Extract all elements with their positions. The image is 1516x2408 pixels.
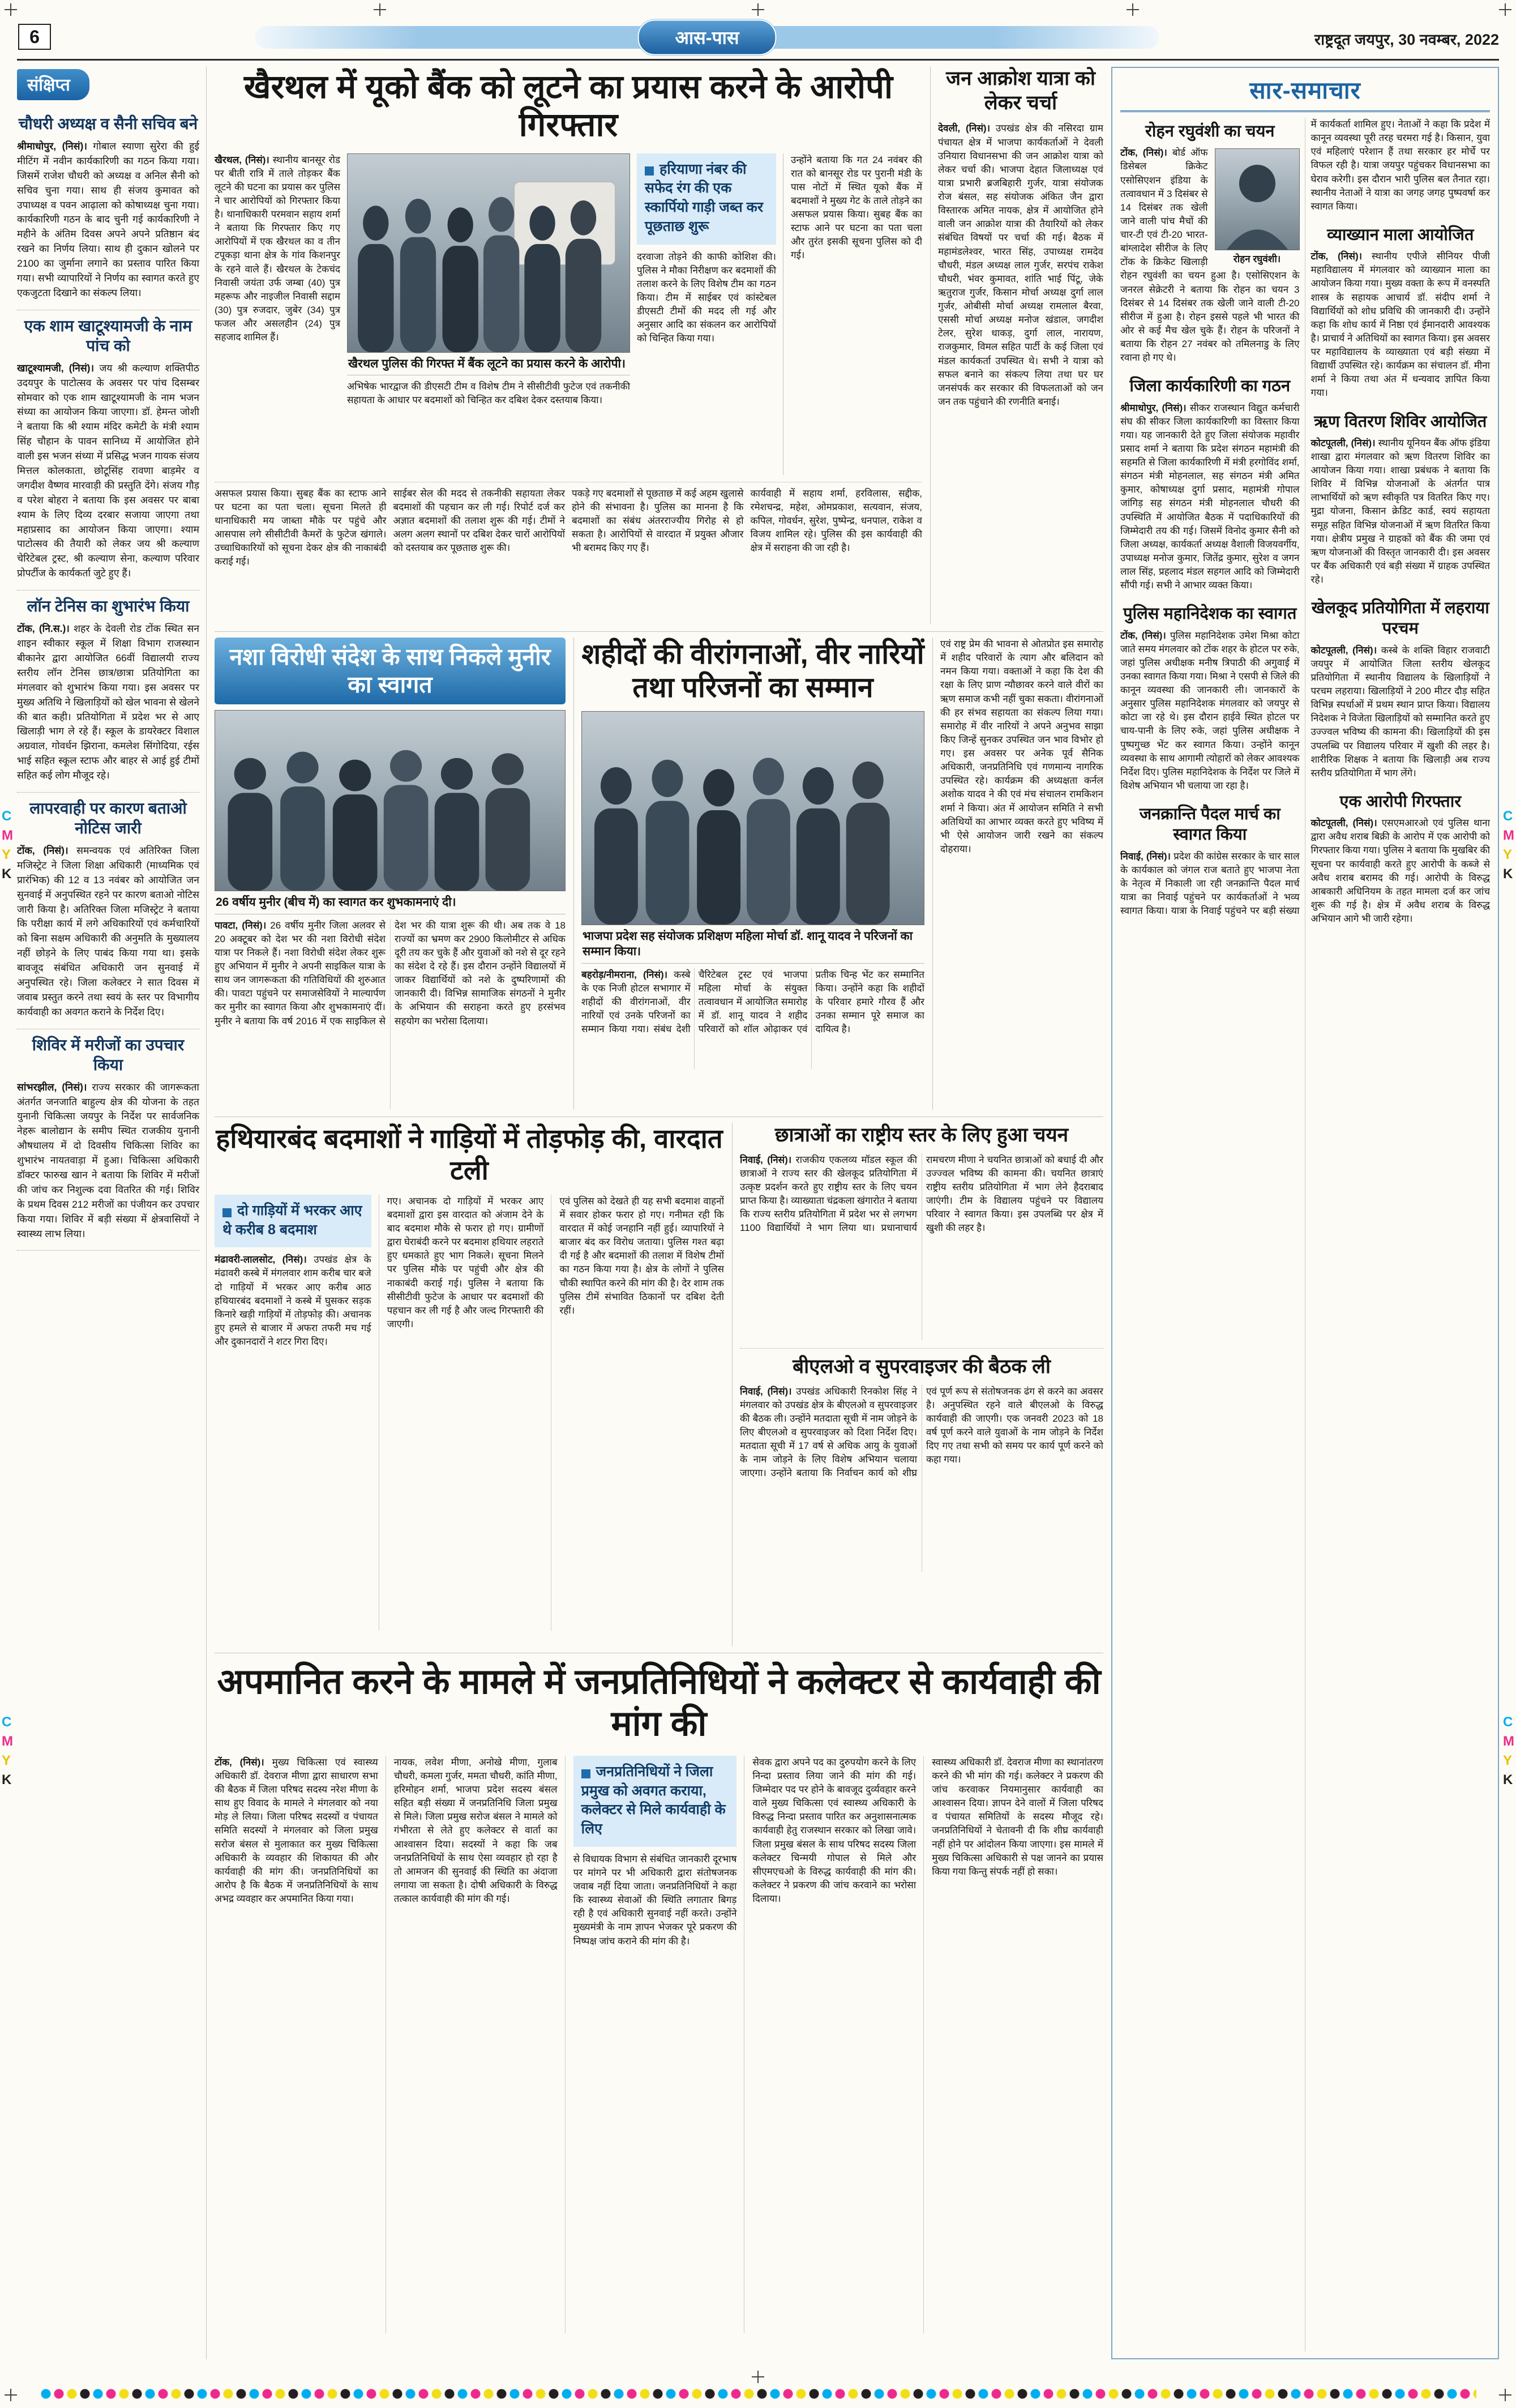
page-number: 6 [18,24,51,50]
lead-headline: अपमानित करने के मामले में जनप्रतिनिधियों ने कलेक्टर से कार्यवाही की मांग की [217,1662,1101,1744]
dateline: बहरोड़/नीमराना, (निसं)। [581,969,668,980]
bank-robbery-article [215,67,922,625]
article-body: राजकीय एकलव्य मॉडल स्कूल की छात्राओं ने राज्य स्तर की खेलकूद प्रतियोगिता में उत्कृष्ट प्रदर्शन करते हुए राष्ट्रीय स्तर के लिए चयन प्राप्त किया है। व्याख्याता चंद्रकला खंगारोत ने बताया कि राज्य स्तरीय प्रतियोगिता में प्रदेश भर से लगभग 1100 विद्यार्थियों ने भाग लिया था। प्रधानाचार्य रामचरण मीणा ने चयनित छात्राओं को बधाई दी और उज्ज्वल भविष्य की कामना की। चयनित छात्राएं राष्ट्रीय स्तरीय प्रतियोगिता में भाग लेने हैदराबाद जाएंगी। टीम के विद्यालय पहुंचने पर विद्यालय परिवार ने स्वागत किया। इस उपलब्धि पर क्षेत्र में खुशी की लहर है। [740,1154,1103,1234]
sar-article [1120,376,1300,592]
nasha-virodhi-article [215,638,566,1110]
highlight-text: दो गाड़ियों में भरकर आए थे करीब 8 बदमाश [222,1202,362,1238]
photo-caption: रोहन रघुवंशी। [1233,254,1281,265]
article-body: स्थानीय यूनियन बैंक ऑफ इंडिया शाखा द्वारा मंगलवार को ऋण वितरण शिविर का आयोजन किया गया। शाखा प्रबंधक ने बताया कि शिविर में विभिन्न योजनाओं के अंतर्गत पात्र लाभार्थियों को ऋण स्वीकृति पत्र वितरित किए गए। मुद्रा योजना, किसान क्रेडिट कार्ड, स्वयं सहायता समूह सहित विभिन्न योजनाओं में ऋण वितरित किया गया। क्षेत्रीय प्रमुख ने ग्राहकों को बैंक की जमा एवं ऋण योजनाओं की विस्तृत जानकारी दी। इस अवसर पर बैंक अधिकारी एवं बड़ी संख्या में ग्राहक उपस्थित रहे। [1311,437,1490,585]
cmyk-y: Y [2,847,11,862]
article-title: जनक्रान्ति पैदल मार्च का स्वागत किया [1139,805,1281,844]
article-body: से विधायक विभाग से संबंधित जानकारी दूरभाष पर मांगने पर भी अधिकारी द्वारा संतोषजनक जवाब नहीं दिया जाता। जनप्रतिनिधियों ने कहा कि स्वास्थ्य सेवाओं की स्थिति लगातार बिगड़ रही है एवं अधिकारी सुनवाई नहीं करते। उन्होंने मुख्यमंत्री के नाम ज्ञापन भेजकर पूरे प्रकरण की निष्पक्ष जांच कराने की मांग की है। [573,1853,737,1947]
highlight-text: जनप्रतिनिधियों ने जिला प्रमुख को अवगत कराया, कलेक्टर से मिले कार्यवाही के लिए [581,1763,726,1837]
article-body: उपखंड क्षेत्र की नसिरदा ग्राम पंचायत क्षेत्र में भाजपा कार्यकर्ताओं ने देवली उनियारा विधानसभा की जन आक्रोश यात्रा को लेकर चर्चा की। भाजपा देहात जिलाध्यक्ष एवं यात्रा प्रभारी ब्रजबिहारी गुर्जर, यात्रा संयोजक रोज बंसल, सह संयोजक अंकित जैन द्वारा विस्तारक अमित नायक, क्षेत्र में आयोजित होने वाली जन आक्रोश यात्रा की तैयारियों को लेकर संबंधित विषयों पर चर्चा की गई। बैठक में महामंडलेश्वर, भारत सिंह, उपाध्यक्ष रामदेव चौधरी, मंडल अध्यक्ष लाल गुर्जर, सरपंच राकेश चौधरी, भंवर कुमावत, शांति भाई पिंटू, जेके ऋतुराज गुर्जर, किसान मोर्चा अध्यक्ष दुर्गा लाल गुर्जर, ओबीसी मोर्चा अध्यक्ष रामलाल बैरवा, एससी मोर्चा अध्यक्ष मनोज खंडाल, जगदीश टेलर, सुरेश धाकड़, दुर्गा लाल, नारायण, राजकुमार, विमल सहित पार्टी के कई जिला एवं मंडल कार्यकर्ता उपस्थित थे। सभी ने यात्रा को सफल बनाने का संकल्प लिया तथा घर घर जनसंपर्क कर सरकार की विफलताओं को जन जन तक पहुंचाने की रणनीति बनाई। [938,123,1103,407]
registration-mark [5,3,17,16]
people-silhouette [582,737,924,925]
cmyk-k: K [2,1772,12,1787]
dateline: टोंक, (निसं)। [215,1756,264,1768]
cmyk-print-mark [2,810,13,881]
munir-welcome-photo [215,710,566,891]
dateline: श्रीमाधोपुर, (निसं)। [17,140,87,152]
brief-article [17,793,199,1029]
article-body: एसएमआरओ एवं पुलिस थाना द्वारा अवैध शराब बिक्री के आरोप में एक आरोपी को गिरफ्तार किया गया। पुलिस ने बताया कि मुखबिर की सूचना पर कार्यवाही करते हुए आरोपी के कब्जे से अवैध शराब बरामद की गई। आरोपी के विरुद्ध आबकारी अधिनियम के तहत मामला दर्ज कर जांच शुरू की गई है। क्षेत्र में अवैध शराब के विरुद्ध अभियान आगे भी जारी रहेगा। [1311,818,1490,924]
article-main [581,638,924,1110]
article-title: नशा विरोधी संदेश के साथ निकले मुनीर का स्वागत [215,638,566,704]
cmyk-y: Y [1503,847,1513,862]
photo-block [347,153,630,475]
page-content [17,67,1499,2359]
article-column: कार्यवाही में सहाय शर्मा, हरविलास, सद्दीक, रमेशचन्द्र, महेश, ओमप्रकाश, सत्यवान, संजय, कपिल, गोवर्धन, सुरेश, पुष्पेन्द्र, धनपाल, राकेश व विजय शामिल रहे। पुलिस की इस कार्यवाही की क्षेत्र में सराहना की जा रही है। [750,487,922,554]
cmyk-k: K [1503,866,1513,882]
square-bullet-icon [645,166,654,176]
photo-caption: भाजपा प्रदेश सह संयोजक प्रशिक्षण महिला मोर्चा डॉ. शानू यादव ने परिजनों का सम्मान किया। [581,925,924,964]
dateline: टोंक, (निसं)। [1120,630,1166,641]
print-color-bar [40,2388,1476,2400]
samman-ceremony-photo [581,711,924,925]
registration-mark [374,3,386,16]
article-title: शहीदों की वीरांगनाओं, वीर नारियों तथा परिजनों का सम्मान [581,638,924,703]
dateline: देवली, (निसं)। [938,123,991,134]
brief-article [17,1029,199,1251]
article-column: साईबर सेल की मदद से तकनीकी सहायता लेकर बदमाशों की पहचान कर ली गई। रिपोर्ट दर्ज कर अज्ञात बदमाशों की तलाश शुरू की गई। टीमों ने अलग अलग स्थानों पर दबिश देकर चारों आरोपियों को दस्तयाब कर पूछताछ शुरू की। [393,487,565,554]
article-title: व्याख्यान माला आयोजित [1327,225,1474,244]
blo-baithak-article [740,1348,1103,1572]
article-column: एवं राष्ट्र प्रेम की भावना से ओतप्रोत इस समारोह में शहीद परिवारों के त्याग और बलिदान को नमन किया गया। वक्ताओं ने कहा कि देश की रक्षा के लिए प्राण न्यौछावर करने वाले वीरों का ऋण समाज कभी नहीं चुका सकता। वीरांगनाओं की हर संभव सहायता का संकल्प लिया गया। समारोह में वीर नारियों ने अपने अनुभव साझा किए जिन्हें सुनकर उपस्थित जन भाव विभोर हो गए। इस अवसर पर अनेक पूर्व सैनिक अधिकारी, जनप्रतिनिधि एवं गणमान्य नागरिक उपस्थित रहे। कार्यक्रम की अध्यक्षता कर्नल अशोक यादव ने की एवं मंच संचालन रामकिशन शर्मा ने किया। अंत में आयोजन समिति ने सभी अतिथियों का आभार व्यक्त करते हुए भविष्य में भी ऐसे आयोजन जारी रखने का संकल्प दोहराया। [932,638,1103,1110]
square-bullet-icon [222,1208,232,1217]
registration-mark [1127,3,1139,16]
brief-article [17,310,199,591]
article-column: गए। अचानक दो गाड़ियों में भरकर आए बदमाशों द्वारा इस वारदात को अंजाम देने के बाद बदमाश मौके से फरार हो गए। ग्रामीणों द्वारा घेराबंदी करने पर बदमाश हथियार लहराते हुए धमकाते हुए भाग निकले। सूचना मिलने पर पुलिस मौके पर पहुंची और क्षेत्र की नाकाबंदी कराई गई। पुलिस ने बताया कि सीसीटीवी फुटेज के आधार पर बदमाशों की पहचान कर ली गई है और जल्द गिरफ्तारी की जाएगी। [387,1195,552,1631]
cmyk-c: C [1503,1714,1513,1730]
article-title: लॉन टेनिस का शुभारंभ किया [27,597,190,615]
dateline: मंढावरी-लालसोट, (निसं)। [215,1254,307,1265]
cmyk-c: C [2,1714,12,1730]
article-column: एवं पुलिस को देखते ही यह सभी बदमाश वाहनों में सवार होकर फरार हो गए। गनीमत रही कि वारदात में कोई जनहानि नहीं हुई। व्यापारियों ने बाजार बंद कर विरोध जताया। पुलिस गश्त बढ़ा दी गई है और बदमाशों की तलाश में विशेष टीमों का गठन किया गया है। क्षेत्र के लोगों ने पुलिस चौकी स्थापित करने की मांग की है। देर शाम तक पुलिस टीमें संभावित ठिकानों पर दबिश देती रहीं। [559,1195,724,1316]
brief-article [17,108,199,310]
article-title: एक शाम खाटूश्यामजी के नाम पांच को [24,316,192,354]
dateline: कोटपूतली, (निसं)। [1311,437,1376,448]
brief-article [17,591,199,793]
article-title: जन आक्रोश यात्रा को लेकर चर्चा [946,67,1095,114]
article-body: स्थानीय बानसूर रोड पर बीती रात्रि में ताले तोड़कर बैंक लूटने की घटना का प्रयास कर पुलिस ने चार आरोपियों को गिरफ्तार किया है। थानाधिकारी परमवान सहाय शर्मा ने बताया कि गिरफ्तार किए गए आरोपियों में एक खैरथल का व तीन टपूकड़ा थाना क्षेत्र के गांव किशनपुर के रहने वाले हैं। खैरथल के टेकचंद निवासी जयंता उर्फ जम्बा (40) पुत्र महरूफ और नाइजील निवासी सद्दाम (30) पुत्र रुजदार, जुबेर (34) पुत्र फजल और असलहीन (24) पुत्र सहजाद शामिल हैं। [215,154,340,343]
article-body: शहर के देवली रोड टोंक स्थित सन शाइन स्वीकार स्कूल में शिक्षा विभाग राजस्थान बीकानेर द्वारा आयोजित 66वीं विद्यालयी राज्य स्तरीय लॉन टेनिस छात्र/छात्रा प्रतियोगिता का मंगलवार को शुभारंभ किया गया। इस अवसर पर मुख्य अतिथि ने खिलाड़ियों को खेल भावना से खेलने की बात कही। प्रतियोगिता में प्रदेश भर से आए खिलाड़ी भाग ले रहे हैं। स्कूल के डायरेक्टर विशाल अग्रवाल, गोवर्धन झिराना, कमलेश सिंगोदिया, रईस भाई सहित स्कूल स्टाफ और बाहर से आई हुई टीमों सहित कई लोग मौजूद रहे। [17,623,199,781]
article-column: स्वास्थ्य अधिकारी डॉ. देवराज मीणा का स्थानांतरण करने की भी मांग की गई। कलेक्टर ने प्रकरण की जांच करवाकर नियमानुसार कार्यवाही का आश्वासन दिया। ज्ञापन देने वालों में जिला परिषद व पंचायत समितियों के सदस्य मौजूद रहे। जनप्रतिनिधियों ने चेतावनी दी कि शीघ्र कार्यवाही नहीं होने पर आंदोलन किया जाएगा। इस मामले में मुख्य चिकित्सा अधिकारी से पक्ष जानने का प्रयास किया गया किन्तु संपर्क नहीं हो सका। [932,1756,1103,1877]
article-column [573,1756,745,2333]
lead-headline: खैरथल में यूको बैंक को लूटने का प्रयास करने के आरोपी गिरफ्तार [244,69,893,144]
article-title: हथियारबंद बदमाशों ने गाड़ियों में तोड़फोड़ की, वारदात टली [216,1123,723,1186]
article-title: एक आरोपी गिरफ्तार [1339,792,1462,811]
article-title: जिला कार्यकारिणी का गठन [1129,377,1291,396]
cmyk-c: C [2,809,12,824]
dateline: श्रीमाधोपुर, (निसं)। [1120,402,1187,413]
article-body: जय श्री कल्याण शक्तिपीठ उदयपुर के पाटोत्सव के अवसर पर पांच दिसम्बर सोमवार को एक शाम खाटूश्यामजी के नाम भजन संध्या का आयोजन किया जाएगा। डॉ. हेमन्त जोशी ने बताया कि श्री श्याम मंदिर कमेटी के मंत्री श्याम सिंह चौहान के पावन सानिध्य में आयोजित होने वाली इस भजन संध्या में प्रसिद्ध भजन गायक संजय मित्तल कोलकाता, छोटूसिंह रावणा बाड़मेर व जगदीश वैष्णव मारवाड़ी की प्रस्तुति देंगे। संजय गौड़ व परेश बोहरा ने बताया कि इस अवसर पर बाबा श्याम के लिए दिव्य दरबार सजाया जाएगा तथा महाप्रसाद का आयोजन किया जाएगा। श्याम पाटोत्सव की तैयारी को लेकर जय श्री कल्याण चेरिटेबल ट्रस्ट, श्री कल्याण सेना, कल्याण परिवार प्रोपर्टीज के कार्यकर्ता जुटे हुए हैं। [17,362,200,579]
sar-article [1311,225,1491,400]
article-body: प्रदेश की कांग्रेस सरकार के चार साल के कार्यकाल को जंगल राज बताते हुए भाजपा नेता के नेतृत्व में निकाली जा रही जनक्रान्ति पैदल मार्च यात्रा का निवाई पहुंचने पर कार्यकर्ताओं ने भव्य स्वागत किया। यात्रा के निवाई पहुंचने पर बड़ी संख्या में कार्यकर्ता शामिल हुए। नेताओं ने कहा कि प्रदेश में कानून व्यवस्था पूरी तरह चरमरा गई है। किसान, युवा एवं महिलाएं परेशान हैं तथा सरकार हर मोर्चे पर विफल रही है। यात्रा जयपुर पहुंचकर विधानसभा का घेराव करेगी। इस दौरान भारी पुलिस बल तैनात रहा। स्थानीय नेताओं ने यात्रा का जगह जगह पुष्पवर्षा कर स्वागत किया। [1120,119,1490,916]
article-title: शिविर में मरीजों का उपचार किया [32,1036,185,1073]
registration-mark [1499,2389,1511,2401]
photo-caption: खैरथल पुलिस की गिरफ्त में बैंक लूटने का प्रयास करने के आरोपी। [347,353,630,375]
cmyk-m: M [2,1734,13,1749]
article-title: छात्राओं का राष्ट्रीय स्तर के लिए हुआ चयन [774,1124,1069,1146]
sar-article [1120,604,1300,793]
article-body: उपखंड क्षेत्र के मंढावरी कस्बे में मंगलवार शाम करीब चार बजे दो गाड़ियों में भरकर आए करीब आठ हथियारबंद बदमाशों ने कस्बे में घुसकर सड़क किनारे खड़ी गाड़ियों में तोड़फोड़ की। अचानक हुए हमले से बाजार में अफरा तफरी मच गई और दुकानदारों ने शटर गिरा दिए। [215,1254,371,1348]
dateline: खैरथल, (निसं)। [215,154,269,165]
cmyk-print-mark [1503,1716,1514,1787]
article-column [637,153,776,475]
people-silhouette [215,733,565,891]
article-title: चौधरी अध्यक्ष व सैनी सचिव बने [18,115,198,132]
article-title: रोहन रघुवंशी का चयन [1145,122,1275,140]
article-body: समन्वयक एवं अतिरिक्त जिला मजिस्ट्रेट ने जिला शिक्षा अधिकारी (माध्यमिक एवं प्रारंभिक) की 12 व 13 नवंबर को आयोजित जन सुनवाई में अनुपस्थित रहने पर कारण बताओ नोटिस जारी किया है। अतिरिक्त जिला मजिस्ट्रेट ने बताया कि परीक्षा कार्य में लगे अधिकारियों एवं कर्मचारियों को बिना सक्षम अधिकारी की अनुमति के मुख्यालय नहीं छोड़ने के लिए पाबंद किया गया था। इसके बावजूद संबंधित अधिकारी जन सुनवाई में अनुपस्थित रहे। जिला कलेक्टर ने सात दिवस में जवाब प्रस्तुत करने तथा स्वयं के स्तर पर विभागीय कार्यवाही का अवगत कराने के निर्देश दिए। [17,844,199,1017]
cmyk-print-mark [2,1716,13,1787]
dateline: टोंक, (निसं)। [1120,147,1167,159]
cmyk-y: Y [2,1753,11,1768]
sar-article [1311,598,1491,780]
article-title: बीएलओ व सुपरवाइजर की बैठक ली [793,1355,1051,1378]
highlight-box [637,153,776,245]
sar-samachar-box [1111,67,1499,2359]
article-body: स्थानीय एपीजे सीनियर पीजी महाविद्यालय में मंगलवार को व्याख्यान माला का आयोजन किया गया। मुख्य वक्ता के रूप में वनस्पति शास्त्र के सहायक आचार्य डॉ. संदीप शर्मा ने विद्यार्थियों को शोध प्रविधि की जानकारी दी। उन्होंने कहा कि शोध कार्य में निष्ठा एवं ईमानदारी आवश्यक है। प्राचार्य ने अतिथियों का स्वागत किया। इस अवसर पर महाविद्यालय के व्याख्याता एवं बड़ी संख्या में विद्यार्थी उपस्थित रहे। कार्यक्रम का संचालन डॉ. मीना शर्मा ने किया तथा अंत में धन्यवाद ज्ञापित किया गया। [1311,251,1490,399]
sar-article [1311,412,1491,587]
cmyk-y: Y [1503,1753,1513,1768]
article-body: कस्बे के एक निजी होटल सभागार में शहीदों की वीरांगनाओं, वीर नारियों एवं उनके परिजनों का सम्मान किया गया। संबंध देशी चैरिटेबल ट्रस्ट एवं भाजपा महिला मोर्चा के संयुक्त तत्वावधान में आयोजित समारोह में डॉ. शानू यादव ने शहीद परिवारों को शॉल ओढ़ाकर एवं प्रतीक चिन्ह भेंट कर सम्मानित किया। उन्होंने कहा कि शहीदों के परिवार हमारे गौरव हैं और उनका सम्मान पूरे समाज का दायित्व है। [581,969,924,1035]
dateline: खाटूश्यामजी, (निसं)। [17,362,95,374]
article-column: सेवक द्वारा अपने पद का दुरुपयोग करने के लिए निन्दा प्रस्ताव लिया जाने की मांग की गई। जिम्मेदार पद पर होने के बावजूद दुर्व्यवहार करने वाले मुख्य चिकित्सा एवं स्वास्थ्य अधिकारी के विरुद्ध निन्दा प्रस्ताव पारित कर अनुशासनात्मक कार्यवाही हेतु राजस्थान सरकार को लिखा जावे। जिला प्रमुख बंसल के साथ परिषद सदस्य जिला कलेक्टर चिन्मयी गोपाल से मिले और सीएमएचओ के विरुद्ध कार्यवाही की मांग की। कलेक्टर ने प्रकरण की जांच करवाने का भरोसा दिलाया। [752,1756,924,2333]
registration-mark [5,2389,17,2401]
dateline: निवाई, (निसं)। [740,1154,792,1165]
briefs-section-header: संक्षिप्त [17,69,89,100]
article-body: पुलिस महानिदेशक उमेश मिश्रा कोटा जाते समय मंगलवार को टोंक शहर के होटल पर रुके, जहां पुलिस अधीक्षक मनीष त्रिपाठी की अगुवाई में उनका स्वागत किया गया। मिश्रा ने एसपी से जिले की कानून व्यवस्था की जानकारी ली। जानकारों के अनुसार पुलिस महानिदेशक मंगलवार को जयपुर से कोटा जा रहे थे। इस दौरान हाईवे स्थित होटल पर चाय-पानी के लिए रुके, जहां पुलिस अधीक्षक ने पुष्पगुच्छ भेंट कर स्वागत किया। उन्होंने कानून व्यवस्था के साथ आगामी त्योहारों को लेकर आवश्यक निर्देश दिए। पुलिस महानिदेशक के निर्देश पर जिले में विशेष अभियान भी चलाया जा रहा है। [1120,630,1300,791]
article-title: लापरवाही पर कारण बताओ नोटिस जारी [29,799,187,837]
article-body: कस्बे के शक्ति विहार राजवाटी जयपुर में आयोजित जिला स्तरीय खेलकूद प्रतियोगिता में स्थानीय विद्यालय के खिलाड़ियों ने परचम लहराया। खिलाड़ियों ने 200 मीटर दौड़ सहित विभिन्न स्पर्धाओं में प्रथम स्थान प्राप्त किया। विद्यालय निदेशक ने विजेता खिलाड़ियों को सम्मानित करते हुए उज्ज्वल भविष्य की कामना की। खिलाड़ियों की इस उपलब्धि पर विद्यालय परिवार में खुशी की लहर है। शारीरिक शिक्षक ने बताया कि खिलाड़ी अब राज्य स्तरीय प्रतियोगिता में भाग लेंगे। [1311,644,1490,779]
cmyk-m: M [1503,828,1514,843]
section-band [255,26,1159,49]
middle-section [215,67,1103,2359]
dateline: निवाई, (निसं)। [1120,850,1171,862]
article-column [215,1756,386,2333]
article-body: दरवाजा तोड़ने की काफी कोशिश की। पुलिस ने मौका निरीक्षण कर बदमाशों की तलाश करने के लिए विशेष टीम का गठन किया। टीम में साईबर एवं कांस्टेबल डीएसटी टीमों की मदद ली गई और अनुसार आदि का संकलन कर आरोपियों को चिन्हित किया गया। [637,251,776,344]
article-body: गोबाल स्याणा सुरेरा की हुई मीटिंग में नवीन कार्यकारिणी का गठन किया गया। जिसमें राजेश चौधरी को अध्यक्ष व अनिल सैनी को सचिव चुना गया। साथ ही संजय कुमावत को उपाध्यक्ष व पवन आढ़ाला को कोषाध्यक्ष चुना गया। कार्यकारिणी गठन के बाद चुनी गई कार्यकारिणी ने महीने के अंतिम दिवस अपने अपने प्रतिष्ठान बंद रखने का निर्णय लिया। साथ ही दुकान खोलने पर 2100 का जुर्माना लगाने का प्रस्ताव पारित किया गया। सभी व्यापारियों ने निर्णय का स्वागत करते हुए एकजुटता दिखाने का संकल्प लिया। [17,140,199,298]
article-body: 26 वर्षीय मुनीर जिला अलवर से 20 अक्टूबर को देश भर की नशा विरोधी संदेश यात्रा पर निकले हैं। नशा विरोधी संदेश लेकर शुरू हुए अभियान में मुनीर ने अपनी साइकिल यात्रा के साथ जन जागरूकता की गतिविधियों की शुरुआत की। पावटा पहुंचने पर समाजसेवियों ने माल्यार्पण कर मुनीर का स्वागत किया और शुभकामनाएं दीं। मुनीर ने बताया कि वर्ष 2016 में एक साइकिल से देश भर की यात्रा शुरू की थी। अब तक वे 18 राज्यों का भ्रमण कर 2900 किलोमीटर से अधिक दूरी तय कर चुके हैं और युवाओं को नशे से दूर रहने का संदेश दे रहे हैं। इस दौरान उन्होंने विद्यालयों में जाकर विद्यार्थियों को नशे के दुष्परिणामों की जानकारी दी। विभिन्न सामाजिक संगठनों ने मुनीर के अभियान की सराहना करते हुए हरसंभव सहयोग का भरोसा दिलाया। [215,919,566,1026]
photo-caption: 26 वर्षीय मुनीर (बीच में) का स्वागत कर शुभकामनाएं दी। [215,891,566,914]
article-column [215,153,340,475]
dateline: टोंक, (निसं)। [1311,251,1363,262]
article-title: खेलकूद प्रतियोगिता में लहराया परचम [1311,599,1489,638]
article-title: ऋण वितरण शिविर आयोजित [1314,412,1487,431]
article-body: उन्होंने बताया कि गत 24 नवंबर की रात को बानसूर रोड पर पुरानी मंडी के पास नोटों में स्थित यूको बैंक में बदमाशों ने मुख्य गेट के ताले तोड़ने का असफल प्रयास किया। सुबह बैंक का स्टाफ आने पर घटना का पता चला और तुरंत इसकी सूचना पुलिस को दी गई। [791,154,922,261]
section-name: आस-पास [637,20,776,55]
cmyk-m: M [1503,1734,1514,1749]
dateline: टोंक, (नि.स.)। [17,623,70,635]
square-bullet-icon [581,1769,590,1778]
cmyk-k: K [2,866,12,882]
shahid-samman-article [573,638,1103,1110]
people-silhouette [348,178,629,352]
article-column [215,1195,379,1631]
sar-article-rohan [1120,121,1300,365]
rohan-photo-block [1215,148,1300,265]
dateline: कोटपूतली, (निसं)। [1311,818,1377,829]
left-briefs-column [17,67,207,2359]
cmyk-print-mark [1503,810,1514,881]
dateline: निवाई, (निसं)। [740,1385,792,1397]
article-title: पुलिस महानिदेशक का स्वागत [1123,605,1297,623]
portrait-silhouette [1215,149,1299,250]
right-substack [732,1123,1103,1646]
article-body: बोर्ड ऑफ डिसेबल क्रिकेट एसोसिएशन इंडिया के तत्वावधान में 3 दिसंबर से 14 दिसंबर तक खेली जाने वाली पांच मैचों की चार-टी एवं टी-20 भारत-बांग्लादेश सीरीज के लिए टोंक के क्रिकेट खिलाड़ी रोहन रघुवंशी का चयन हुआ है। एसोसिएशन के जनरल सेक्रेटरी ने बताया कि रोहन का चयन 3 दिसंबर से 14 दिसंबर तक खेली जाने वाली टी-20 सीरीज में हुआ है। रोहन इससे पहले भी भारत की ओर से कई मैच खेल चुके हैं। रोहन के परिजनों ने बताया कि रोहन 27 नवंबर को तमिलनाडु के लिए रवाना हो गए थे। [1120,147,1300,363]
registration-mark [752,2371,764,2383]
bank-arrest-photo [347,153,630,353]
chhatra-chayan-article [740,1123,1103,1340]
article-column [783,153,922,475]
registration-mark [752,3,764,16]
article-body: मुख्य चिकित्सा एवं स्वास्थ्य अधिकारी डॉ. देवराज मीणा द्वारा साधारण सभा की बैठक में जिला परिषद सदस्य नरेश मीणा के साथ हुए विवाद के मामले ने मंगलवार को नया मोड़ ले लिया। जिला परिषद सदस्यों व पंचायत समिति सदस्यों ने मंगलवार को जिला प्रमुख सरोज बंसल से मुलाकात कर मुख्य चिकित्सा अधिकारी के व्यवहार की शिकायत की और कार्यवाही की मांग की। जनप्रतिनिधियों का आरोप है कि बैठक में जनप्रतिनिधियों के साथ अभद्र व्यवहार कर अपमानित किया गया। [215,1756,378,1905]
sar-samachar-header: सार-समाचार [1120,74,1490,112]
article-body: राज्य सरकार की जागरूकता अंतर्गत जनजाति बाहुल्य क्षेत्र की योजना के तहत युनानी चिकित्सा जयपुर के निर्देश पर सार्वजनिक नेहरू बालोद्यान के समीप स्थित राजकीय युनानी औषधालय में दो दिवसीय चिकित्सा शिविर का शुभारंभ नायतवाड़ा में हुआ। चिकित्सा अधिकारी डॉक्टर फारुख खान ने बताया कि शिविर में मरीजों की जांच कर निशुल्क दवा वितरित की गई। शिविर के प्रथम दिवस 212 मरीजों का पंजीयन कर उपचार किया गया। शिविर में बड़ी संख्या में क्षेत्रवासियों ने स्वास्थ्य लाभ लिया। [17,1081,199,1239]
article-column: असफल प्रयास किया। सुबह बैंक का स्टाफ आने पर घटना का पता चला। सूचना मिलते ही थानाधिकारी मय जाब्ता मौके पर पहुंचे और आसपास लगे सीसीटीवी कैमरों के फुटेज खंगाले। उच्चाधिकारियों को सूचना देकर क्षेत्र की नाकाबंदी कराई गई। [215,487,387,567]
page-header [17,19,1499,54]
cmyk-m: M [2,828,13,843]
dateline: कोटपूतली, (निसं)। [1311,644,1377,656]
article-body: उपखंड अधिकारी रिनकोश सिंह ने मंगलवार को उपखंड क्षेत्र के बीएलओ व सुपरवाइजर की बैठक ली। उन्होंने मतदाता सूची में नाम जोड़ने के लिए बीएलओ व सुपरवाइजर को दिशा निर्देश दिए। मतदाता सूची में 17 वर्ष से अधिक आयु के युवाओं के नाम जोड़ने के लिए विशेष अभियान चलाया जाएगा। उन्होंने बताया कि निर्वाचन कार्य को शीघ्र एवं पूर्ण रूप से संतोषजनक ढंग से करने का अवसर है। अनुपस्थित रहने वाले बीएलओ के विरुद्ध कार्यवाही की जाएगी। एक जनवरी 2023 को 18 वर्ष पूर्ण करने वाले युवाओं के नाम जोड़ने के निर्देश दिए गए तथा सभी को समय पर कार्य पूर्ण करने को कहा गया। [740,1385,1103,1479]
article-body: सीकर राजस्थान विद्युत कर्मचारी संघ की सीकर जिला कार्यकारिणी का विस्तार किया गया। यह जानकारी देते हुए जिला संयोजक महावीर प्रसाद शर्मा ने बताया कि प्रदेश संगठन महामंत्री की सहमति से जिला कार्यकारिणी में मंत्री हरगोविंद शर्मा, संगठन मंत्री मोहनलाल, सह संगठन मंत्री अमित कुमार, कोषाध्यक्ष दुर्गा प्रसाद, महामंत्री गोपाल जांगिड़ सह संगठन मंत्री मोहनलाल चौधरी की उपस्थिति में आयोजित बैठक में पदाधिकारियों की जिम्मेदारी तय की गई। जिसमें विनोद कुमार सैनी को जिला अध्यक्ष, कार्यकर्ता अध्यक्ष वैशाली विजयवर्गीय, उपाध्यक्ष मनोज कुमार, जितेंद्र कुमार, सुरेश व जगन लाल सिंह, प्रहलाद मंडल सहगल आदि को जिम्मेदारी सौंपी गई। सभी ने आभार व्यक्त किया। [1120,402,1300,591]
collector-demand-article [215,1661,1103,2333]
article-body: अभिषेक भारद्वाज की डीएसटी टीम व विशेष टीम ने सीसीटीवी फुटेज एवं तकनीकी सहायता के आधार पर बदमाशों को चिन्हित कर दबिश देकर दस्तयाब किया। [347,380,630,405]
registration-mark [1499,3,1511,16]
cmyk-c: C [1503,809,1513,824]
dateline: टोंक, (निसं)। [17,844,68,856]
dateline: पावटा, (निसं)। [215,919,267,931]
dateline: सांभरझील, (निसं)। [17,1081,87,1093]
jan-aakrosh-article [930,67,1103,625]
header-rule [17,59,1499,61]
rohan-portrait-photo [1215,148,1300,250]
sar-article [1311,792,1491,926]
article-column: नायक, लवेश मीणा, अनोखे मीणा, गुलाब चौधरी, कमला गुर्जर, ममता चौधरी, कांति मीणा, हरिमोहन शर्मा, भाजपा प्रदेश सदस्य बंसल सहित बड़ी संख्या में जनप्रतिनिधि जिला प्रमुख से मिले। जिला प्रमुख सरोज बंसल ने मामले को गंभीरता से लेते हुए कलेक्टर से वार्ता का आश्वासन दिया। सदस्यों ने कहा कि जब जनप्रतिनिधियों के साथ ऐसा व्यवहार हो रहा है तो आमजन की सुनवाई की स्थिति का अंदाजा लगाया जा सकता है। दोषी अधिकारी के विरुद्ध तत्काल कार्यवाही की मांग की गई। [394,1756,566,2333]
highlight-text: हरियाणा नंबर की सफेद रंग की एक स्कार्पियो गाड़ी जब्त कर पूछताछ शुरू [645,161,764,234]
highlight-box [573,1756,737,1847]
masthead-dateline: राष्ट्रदूत जयपुर, 30 नवम्बर, 2022 [1314,31,1499,48]
highlight-box [215,1195,371,1248]
hathiyarband-article [215,1123,724,1646]
cmyk-k: K [1503,1772,1513,1787]
article-column: पकड़े गए बदमाशों से पूछताछ में कई अहम खुलासे होने की संभावना है। पुलिस का मानना है कि बदमाशों का संबंध अंतरराज्यीय गिरोह से हो सकता है। आरोपियों से वारदात में प्रयुक्त औजार भी बरामद किए गए हैं। [572,487,744,554]
